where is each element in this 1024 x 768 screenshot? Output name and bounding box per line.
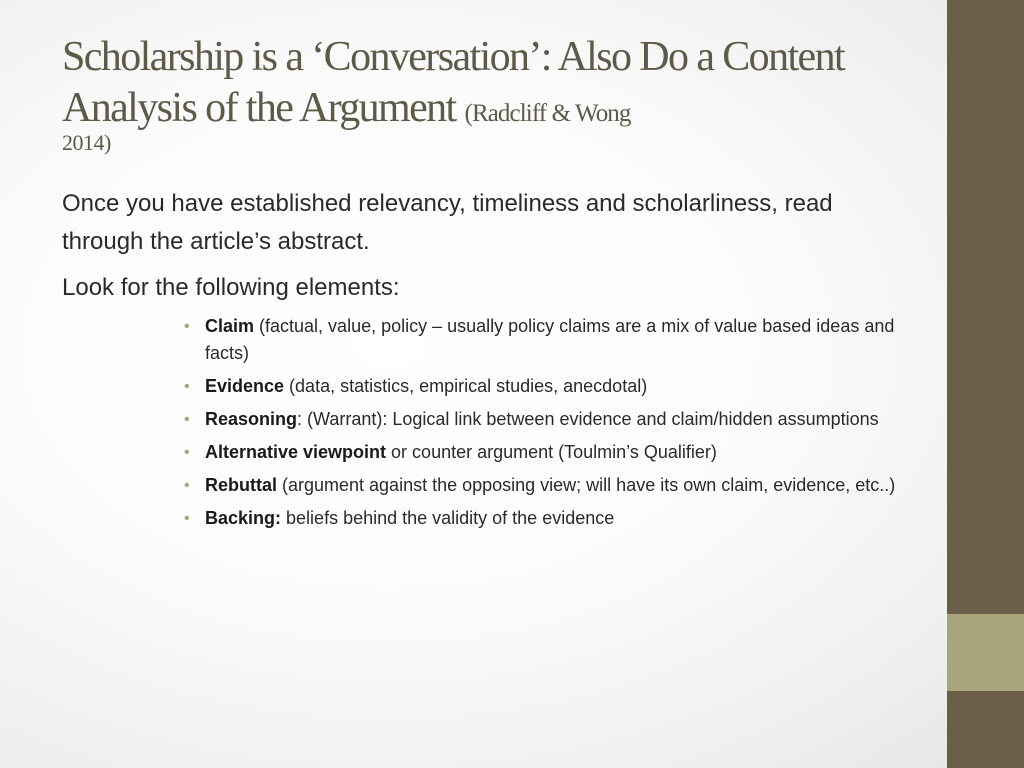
title-citation-year: 2014)	[62, 130, 111, 155]
list-item-text: (factual, value, policy – usually policy claims are a mix of value based ideas and facts)	[205, 316, 895, 363]
slide-title	[62, 32, 922, 158]
list-item-text: or counter argument (Toulmin’s Qualifier)	[386, 442, 717, 462]
list-item-text: beliefs behind the validity of the evidence	[281, 508, 615, 528]
element-list	[62, 313, 905, 532]
bullet-icon: •	[184, 378, 190, 395]
bullet-icon: •	[184, 411, 190, 428]
bullet-icon: •	[184, 477, 190, 494]
list-item-term: Alternative viewpoint	[205, 442, 387, 462]
list-item	[184, 313, 905, 367]
list-item-term: Reasoning	[205, 409, 298, 429]
list-item-term: Rebuttal	[205, 475, 277, 495]
slide-body	[62, 185, 912, 538]
bullet-icon: •	[184, 444, 190, 461]
list-item	[184, 439, 905, 466]
bullet-icon: •	[184, 510, 190, 527]
intro-paragraph: Once you have established relevancy, timeliness and scholarliness, read through the article’s abstract.	[62, 190, 833, 255]
title-main: Scholarship is a ‘Conversation’: Also Do a Content Analysis of the Argument	[62, 34, 845, 131]
list-item-text: (argument against the opposing view; will have its own claim, evidence, etc..)	[277, 475, 896, 495]
elements-heading: Look for the following elements:	[62, 274, 400, 301]
sidebar-accent-block	[947, 614, 1024, 691]
list-item-term: Backing:	[205, 508, 282, 528]
list-item	[184, 373, 905, 400]
list-item-text: : (Warrant): Logical link between evidence and claim/hidden assumptions	[297, 409, 879, 429]
list-item-term: Claim	[205, 316, 255, 336]
list-item	[184, 472, 905, 499]
title-citation: (Radcliff & Wong	[464, 100, 631, 127]
list-item	[184, 406, 905, 433]
bullet-icon: •	[184, 318, 190, 335]
list-item-text: (data, statistics, empirical studies, anecdotal)	[284, 376, 648, 396]
list-item-term: Evidence	[205, 376, 285, 396]
list-item	[184, 505, 905, 532]
